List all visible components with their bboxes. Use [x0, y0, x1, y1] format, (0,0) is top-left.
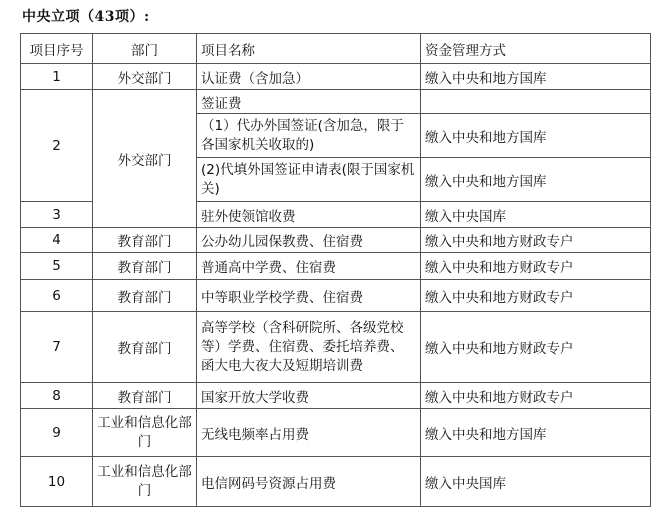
cell-method: 缴入中央国库 [421, 202, 651, 228]
cell-method: 缴入中央国库 [421, 457, 651, 507]
cell-no: 10 [21, 457, 93, 507]
cell-no: 5 [21, 253, 93, 280]
cell-dept: 教育部门 [93, 383, 197, 409]
cell-dept: 工业和信息化部门 [93, 457, 197, 507]
table-row [21, 228, 651, 253]
cell-name: (2)代填外国签证申请表(限于国家机关) [197, 158, 421, 202]
cell-no: 3 [21, 202, 93, 228]
cell-name: 认证费（含加急） [197, 64, 421, 90]
cell-method: 缴入中央和地方财政专户 [421, 312, 651, 383]
table-row [21, 312, 651, 383]
section-title: 中央立项（43项）: [22, 9, 150, 25]
cell-no: 2 [21, 90, 93, 202]
cell-method: 缴入中央和地方国库 [421, 64, 651, 90]
cell-no: 9 [21, 409, 93, 457]
cell-name: 普通高中学费、住宿费 [197, 253, 421, 280]
cell-name: （1）代办外国签证(含加急，限于各国家机关收取的) [197, 114, 421, 158]
cell-method: 缴入中央和地方国库 [421, 158, 651, 202]
cell-dept: 工业和信息化部门 [93, 409, 197, 457]
table-row [21, 280, 651, 312]
cell-name: 无线电频率占用费 [197, 409, 421, 457]
cell-dept: 外交部门 [93, 90, 197, 228]
cell-name: 国家开放大学收费 [197, 383, 421, 409]
cell-method: 缴入中央和地方财政专户 [421, 253, 651, 280]
cell-method: 缴入中央和地方国库 [421, 114, 651, 158]
cell-no: 1 [21, 64, 93, 90]
cell-dept: 教育部门 [93, 253, 197, 280]
cell-dept: 教育部门 [93, 280, 197, 312]
header-name: 项目名称 [197, 34, 421, 64]
table-row [21, 409, 651, 457]
table-row [21, 383, 651, 409]
cell-method: 缴入中央和地方国库 [421, 409, 651, 457]
cell-name: 高等学校（含科研院所、各级党校等）学费、住宿费、委托培养费、函大电大夜大及短期培训费 [197, 312, 421, 383]
cell-method: 缴入中央和地方财政专户 [421, 228, 651, 253]
cell-no: 6 [21, 280, 93, 312]
cell-no: 8 [21, 383, 93, 409]
table-row [21, 64, 651, 90]
cell-name: 签证费 [197, 90, 421, 114]
header-no: 项目序号 [21, 34, 93, 64]
cell-no: 7 [21, 312, 93, 383]
fee-table [20, 33, 651, 507]
header-method: 资金管理方式 [421, 34, 651, 64]
cell-method: 缴入中央和地方财政专户 [421, 280, 651, 312]
cell-no: 4 [21, 228, 93, 253]
table-row [21, 253, 651, 280]
cell-method [421, 90, 651, 114]
cell-name: 电信网码号资源占用费 [197, 457, 421, 507]
table-row [21, 90, 651, 114]
cell-name: 驻外使领馆收费 [197, 202, 421, 228]
table-row [21, 457, 651, 507]
cell-name: 公办幼儿园保教费、住宿费 [197, 228, 421, 253]
cell-dept: 教育部门 [93, 228, 197, 253]
table-header-row [21, 34, 651, 64]
cell-name: 中等职业学校学费、住宿费 [197, 280, 421, 312]
cell-dept: 外交部门 [93, 64, 197, 90]
cell-method: 缴入中央和地方财政专户 [421, 383, 651, 409]
header-dept: 部门 [93, 34, 197, 64]
cell-dept: 教育部门 [93, 312, 197, 383]
